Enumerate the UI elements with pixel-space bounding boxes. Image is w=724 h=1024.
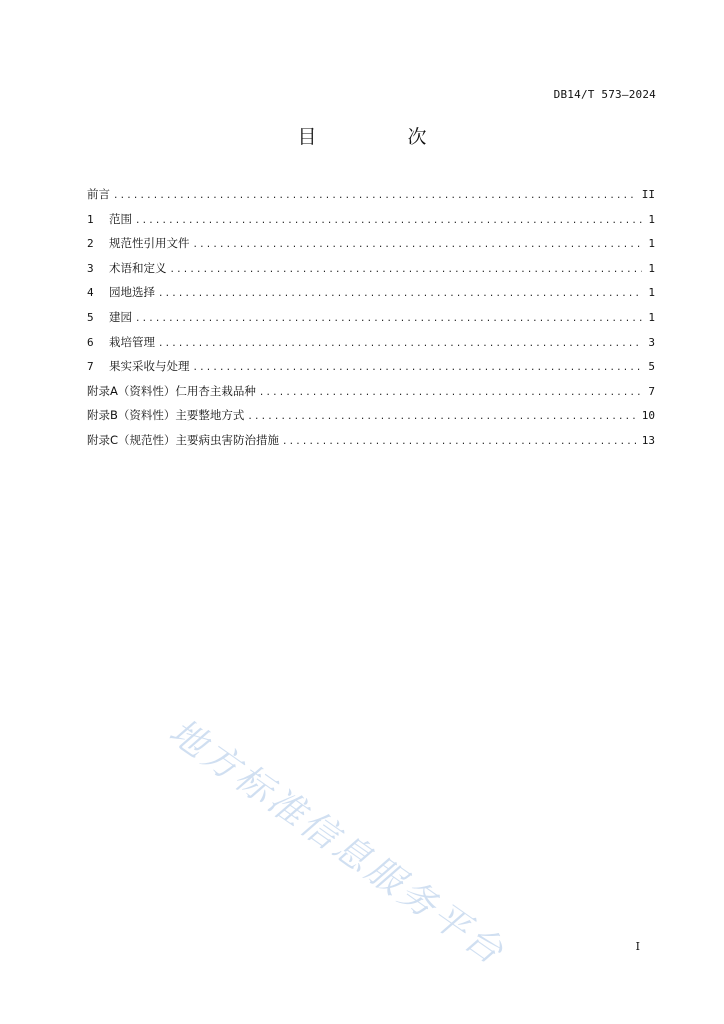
toc-entry-page: 1 <box>648 212 655 226</box>
toc-leader <box>158 286 642 302</box>
toc-entry[interactable] <box>87 358 655 383</box>
toc-entry-page: 10 <box>641 409 655 423</box>
toc-leader <box>193 237 643 253</box>
toc-leader <box>170 262 643 278</box>
toc-entry-text: 规范性引用文件 <box>109 236 190 251</box>
toc-entry-text: 术语和定义 <box>109 260 167 275</box>
toc-entry-page: 1 <box>648 237 655 251</box>
toc-entry-page: II <box>641 188 655 201</box>
toc-entry-number: 2 <box>87 237 94 251</box>
toc-leader <box>158 336 642 352</box>
page-number: I <box>635 940 640 953</box>
toc-entry-page: 5 <box>648 360 655 374</box>
toc-entry[interactable] <box>87 309 655 334</box>
toc-entry[interactable] <box>87 383 655 408</box>
toc-entry-text: 果实采收与处理 <box>109 359 190 374</box>
toc-entry-page: 13 <box>641 433 655 447</box>
toc-leader <box>259 385 643 401</box>
toc-entry-text: 附录C（规范性）主要病虫害防治措施 <box>87 432 280 447</box>
toc-entry-number: 4 <box>87 286 94 300</box>
document-code: DB14/T 573—2024 <box>553 88 656 101</box>
toc-entry[interactable] <box>87 235 655 260</box>
toc-entry-text: 建园 <box>109 309 132 324</box>
toc-entry-text: 园地选择 <box>109 285 155 300</box>
toc-leader <box>135 311 642 327</box>
toc-entry-text: 前言 <box>87 187 110 201</box>
toc-entry[interactable] <box>87 334 655 359</box>
toc-entry[interactable] <box>87 260 655 285</box>
toc-entry-number: 3 <box>87 261 94 275</box>
toc-leader <box>282 434 636 450</box>
toc-entry[interactable] <box>87 186 655 211</box>
toc-entry-number: 7 <box>87 360 94 374</box>
toc-entry-number: 6 <box>87 335 94 349</box>
toc-entry-page: 3 <box>648 335 655 349</box>
toc-entry-number: 1 <box>87 212 94 226</box>
toc-entry-page: 1 <box>648 286 655 300</box>
toc-leader <box>193 360 643 376</box>
toc-entry[interactable] <box>87 407 655 432</box>
toc-entry-text: 范围 <box>109 211 132 226</box>
table-of-contents <box>87 186 655 457</box>
toc-entry-text: 附录B（资料性）主要整地方式 <box>87 408 245 423</box>
watermark: 地方标准信息服务平台 <box>161 711 513 975</box>
toc-leader <box>113 188 636 204</box>
toc-entry-text: 栽培管理 <box>109 334 155 349</box>
toc-entry-page: 1 <box>648 261 655 275</box>
toc-entry[interactable] <box>87 211 655 236</box>
toc-entry[interactable] <box>87 284 655 309</box>
toc-title: 目 次 <box>297 126 463 148</box>
toc-entry-text: 附录A（资料性）仁用杏主栽品种 <box>87 383 256 398</box>
toc-leader <box>247 409 635 425</box>
toc-entry-page: 1 <box>648 310 655 324</box>
toc-entry[interactable] <box>87 432 655 457</box>
toc-entry-number: 5 <box>87 310 94 324</box>
toc-leader <box>135 213 642 229</box>
toc-entry-page: 7 <box>648 384 655 398</box>
